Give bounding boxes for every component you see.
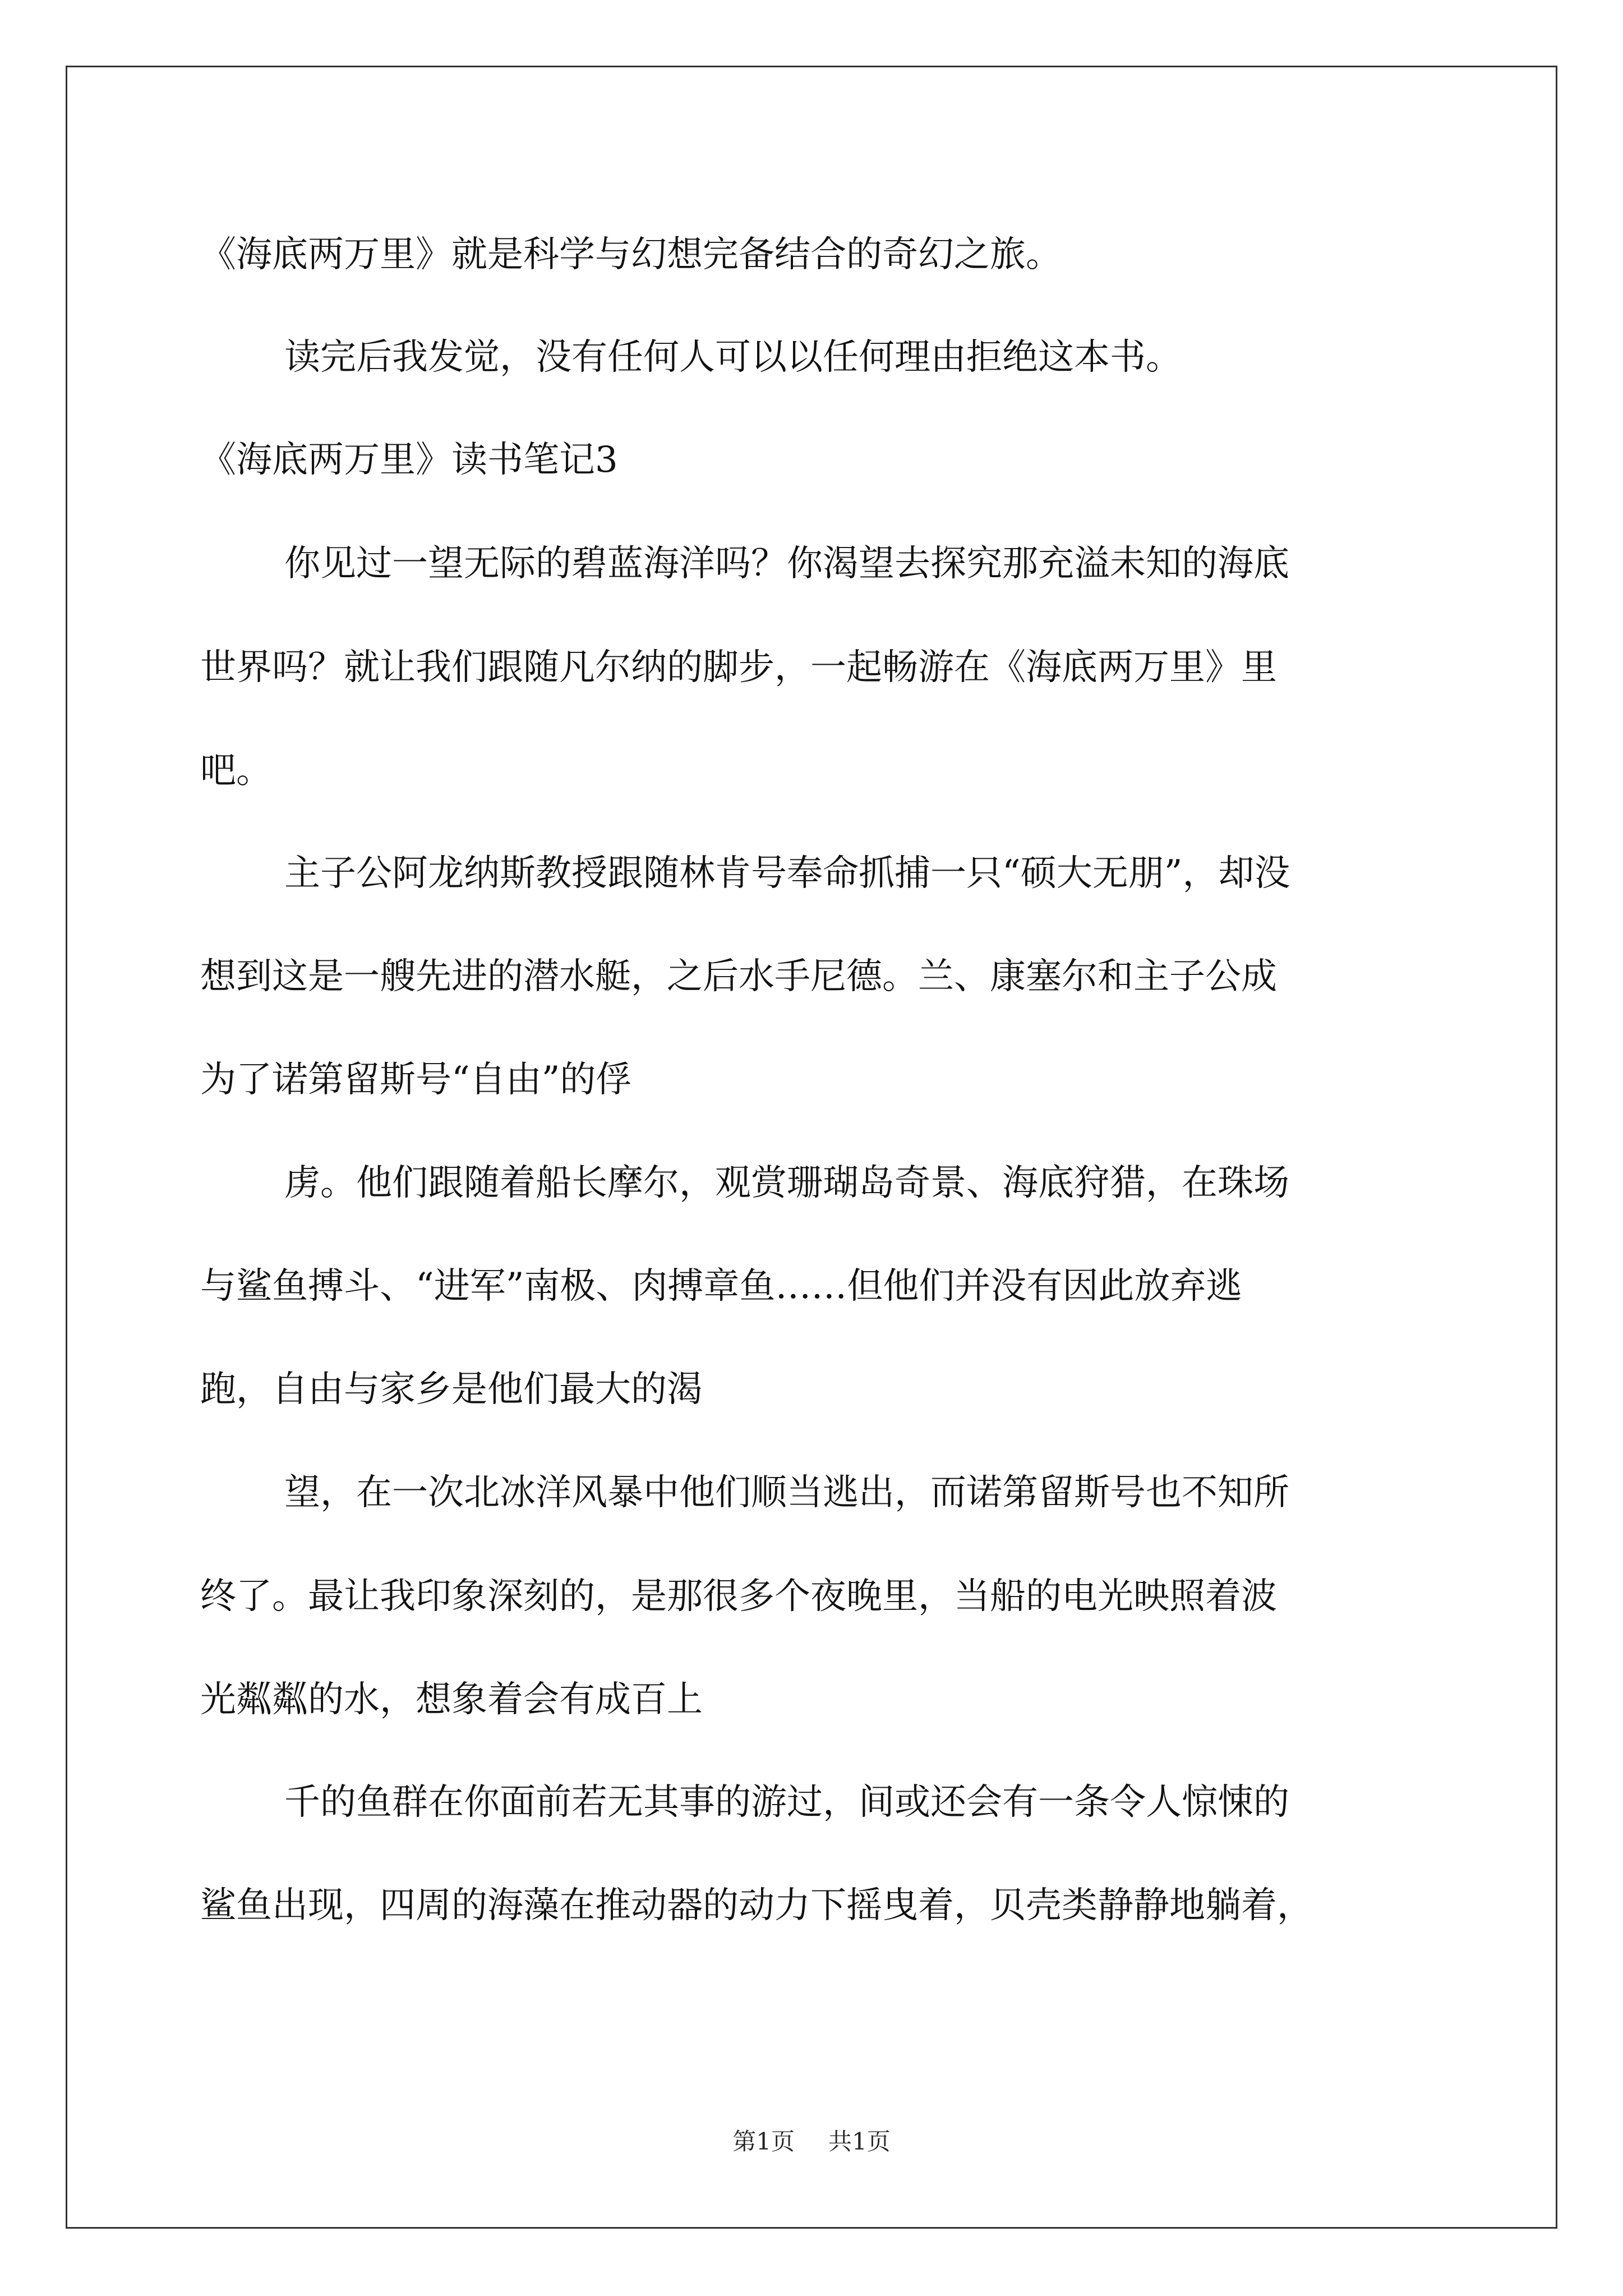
text-line: 虏。他们跟随着船长摩尔，观赏珊瑚岛奇景、海底狩猎，在珠场: [284, 1162, 1289, 1204]
text-line: 望，在一次北冰洋风暴中他们顺当逃出，而诺第留斯号也不知所: [284, 1472, 1289, 1513]
text-line: 主子公阿龙纳斯教授跟随林肯号奉命抓捕一只“硕大无朋”，却没: [284, 853, 1290, 894]
text-line: 吧。: [200, 750, 272, 792]
text-line: 千的鱼群在你面前若无其事的游过，间或还会有一条令人惊悚的: [284, 1782, 1289, 1823]
text-line: 世界吗？就让我们跟随凡尔纳的脚步，一起畅游在《海底两万里》里: [200, 647, 1277, 688]
page-footer: [0, 2126, 1623, 2157]
text-line: 与鲨鱼搏斗、“进军”南极、肉搏章鱼……但他们并没有因此放弃逃: [200, 1266, 1242, 1307]
text-line: 跑，自由与家乡是他们最大的渴: [200, 1369, 703, 1410]
text-line: 终了。最让我印象深刻的，是那很多个夜晚里，当船的电光映照着波: [200, 1576, 1277, 1617]
page-number: 第1页: [732, 2128, 795, 2155]
text-line: 你见过一望无际的碧蓝海洋吗？你渴望去探究那充溢未知的海底: [284, 543, 1289, 585]
section-heading: 《海底两万里》读书笔记3: [200, 439, 618, 481]
text-line: 读完后我发觉，没有任何人可以以任何理由拒绝这本书。: [284, 337, 1182, 378]
text-line: 为了诺第留斯号“自由”的俘: [200, 1059, 632, 1101]
text-line: 《海底两万里》就是科学与幻想完备结合的奇幻之旅。: [200, 234, 1062, 275]
text-line: 光粼粼的水，想象着会有成百上: [200, 1679, 703, 1720]
page-total: 共1页: [828, 2128, 891, 2155]
text-line: 想到这是一艘先进的潜水艇，之后水手尼德。兰、康塞尔和主子公成: [200, 956, 1277, 997]
text-line: 鲨鱼出现，四周的海藻在推动器的动力下摇曳着，贝壳类静静地躺着，: [200, 1885, 1313, 1926]
